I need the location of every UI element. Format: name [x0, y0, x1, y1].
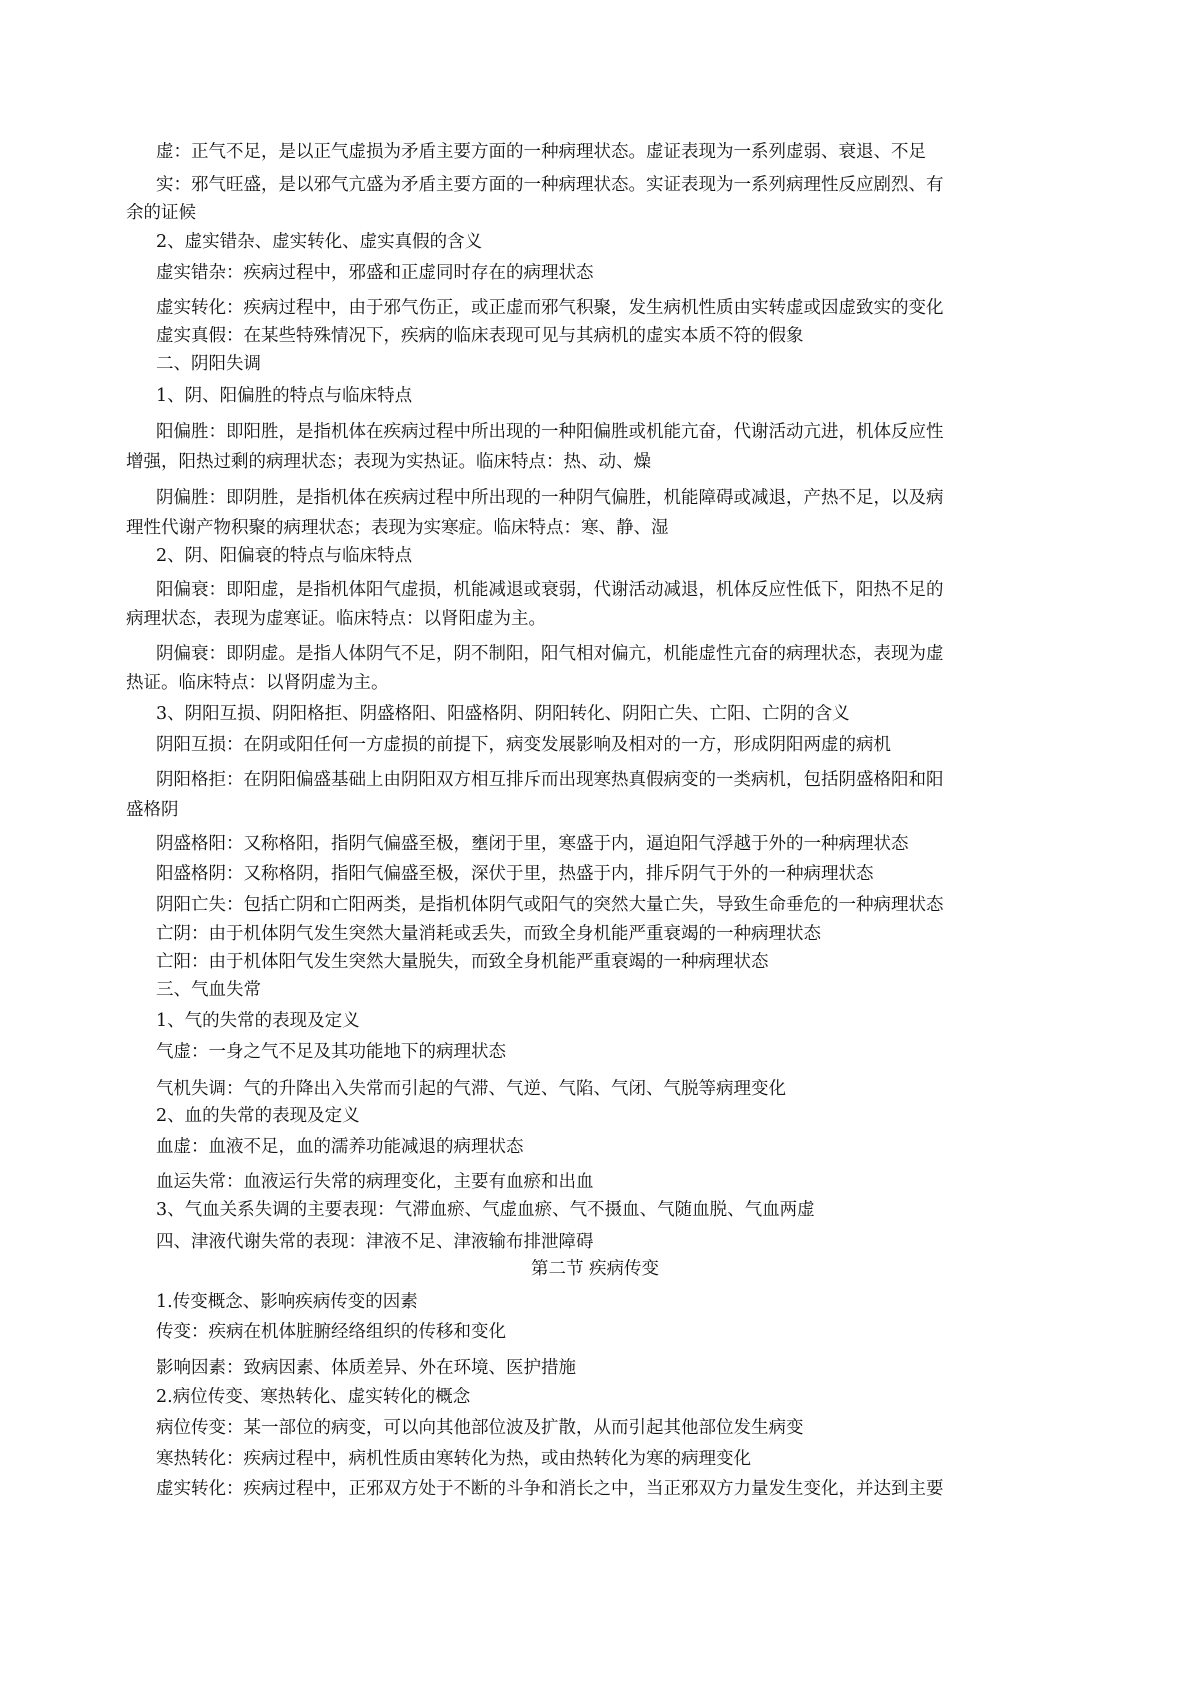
section-heading: 四、津液代谢失常的表现：津液不足、津液输布排泄障碍 — [156, 1232, 594, 1252]
text-line: 血运失常：血液运行失常的病理变化，主要有血瘀和出血 — [156, 1172, 594, 1192]
text-line: 气虚：一身之气不足及其功能地下的病理状态 — [156, 1042, 506, 1062]
text-line: 阳偏衰：即阳虚，是指机体阳气虚损，机能减退或衰弱，代谢活动减退，机体反应性低下，阳热不足的 — [156, 580, 944, 600]
text-line: 气机失调：气的升降出入失常而引起的气滞、气逆、气陷、气闭、气脱等病理变化 — [156, 1079, 786, 1099]
section-heading: 1、气的失常的表现及定义 — [156, 1011, 360, 1031]
section-heading: 3、气血关系失调的主要表现：气滞血瘀、气虚血瘀、气不摄血、气随血脱、气血两虚 — [156, 1200, 815, 1220]
text-line: 阴阳互损：在阴或阳任何一方虚损的前提下，病变发展影响及相对的一方，形成阴阳两虚的病机 — [156, 735, 891, 755]
section-heading: 三、气血失常 — [156, 980, 261, 1000]
section-heading: 2、虚实错杂、虚实转化、虚实真假的含义 — [156, 232, 483, 252]
text-line: 阳盛格阴：又称格阴，指阳气偏盛至极，深伏于里，热盛于内，排斥阴气于外的一种病理状态 — [156, 864, 874, 884]
text-line: 余的证候 — [126, 203, 196, 223]
text-line: 盛格阴 — [126, 800, 179, 820]
text-line: 虚实转化：疾病过程中，正邪双方处于不断的斗争和消长之中，当正邪双方力量发生变化，并达到主要 — [156, 1479, 944, 1499]
text-line: 虚实真假：在某些特殊情况下，疾病的临床表现可见与其病机的虚实本质不符的假象 — [156, 326, 804, 346]
text-line: 阴盛格阳：又称格阳，指阴气偏盛至极，壅闭于里，寒盛于内，逼迫阳气浮越于外的一种病理状态 — [156, 834, 909, 854]
text-line: 理性代谢产物积聚的病理状态；表现为实寒症。临床特点：寒、静、湿 — [126, 518, 669, 538]
text-line: 病理状态，表现为虚寒证。临床特点：以肾阳虚为主。 — [126, 609, 546, 629]
text-line: 传变：疾病在机体脏腑经络组织的传移和变化 — [156, 1322, 506, 1342]
text-line: 阴偏衰：即阴虚。是指人体阴气不足，阴不制阳，阳气相对偏亢，机能虚性亢奋的病理状态，表现为虚 — [156, 644, 944, 664]
text-line: 寒热转化：疾病过程中，病机性质由寒转化为热，或由热转化为寒的病理变化 — [156, 1449, 751, 1469]
section-heading: 2、阴、阳偏衰的特点与临床特点 — [156, 546, 413, 566]
section-heading: 3、阴阳互损、阴阳格拒、阴盛格阳、阳盛格阴、阴阳转化、阴阳亡失、亡阳、亡阴的含义 — [156, 704, 850, 724]
text-line: 血虚：血液不足，血的濡养功能减退的病理状态 — [156, 1137, 524, 1157]
text-line: 亡阴：由于机体阴气发生突然大量消耗或丢失，而致全身机能严重衰竭的一种病理状态 — [156, 924, 821, 944]
text-line: 阴阳亡失：包括亡阴和亡阳两类，是指机体阴气或阳气的突然大量亡失，导致生命垂危的一种病理状态 — [156, 895, 944, 915]
section-heading: 二、阴阳失调 — [156, 354, 261, 374]
text-line: 虚实转化：疾病过程中，由于邪气伤正，或正虚而邪气积聚，发生病机性质由实转虚或因虚致实的变化 — [156, 298, 944, 318]
text-line: 虚实错杂：疾病过程中，邪盛和正虚同时存在的病理状态 — [156, 263, 594, 283]
text-line: 病位传变：某一部位的病变，可以向其他部位波及扩散，从而引起其他部位发生病变 — [156, 1418, 804, 1438]
section-heading: 2.病位传变、寒热转化、虚实转化的概念 — [156, 1387, 471, 1407]
text-line: 亡阳：由于机体阳气发生突然大量脱失，而致全身机能严重衰竭的一种病理状态 — [156, 952, 769, 972]
text-line: 阴阳格拒：在阴阳偏盛基础上由阴阳双方相互排斥而出现寒热真假病变的一类病机，包括阴盛格阳和阳 — [156, 770, 944, 790]
section-heading: 1.传变概念、影响疾病传变的因素 — [156, 1292, 418, 1312]
section-heading: 2、血的失常的表现及定义 — [156, 1106, 360, 1126]
text-line: 阴偏胜：即阴胜，是指机体在疾病过程中所出现的一种阴气偏胜，机能障碍或减退，产热不足，以及病 — [156, 488, 944, 508]
text-line: 实：邪气旺盛，是以邪气亢盛为矛盾主要方面的一种病理状态。实证表现为一系列病理性反应剧烈、有 — [156, 175, 944, 195]
chapter-title: 第二节 疾病传变 — [530, 1259, 660, 1279]
text-line: 阳偏胜：即阳胜，是指机体在疾病过程中所出现的一种阳偏胜或机能亢奋，代谢活动亢进，机体反应性 — [156, 422, 944, 442]
section-heading: 1、阴、阳偏胜的特点与临床特点 — [156, 386, 413, 406]
text-line: 热证。临床特点：以肾阴虚为主。 — [126, 673, 389, 693]
text-line: 增强，阳热过剩的病理状态；表现为实热证。临床特点：热、动、燥 — [126, 452, 651, 472]
text-line: 虚：正气不足，是以正气虚损为矛盾主要方面的一种病理状态。虚证表现为一系列虚弱、衰退、不足 — [156, 142, 926, 162]
text-line: 影响因素：致病因素、体质差异、外在环境、医护措施 — [156, 1358, 576, 1378]
